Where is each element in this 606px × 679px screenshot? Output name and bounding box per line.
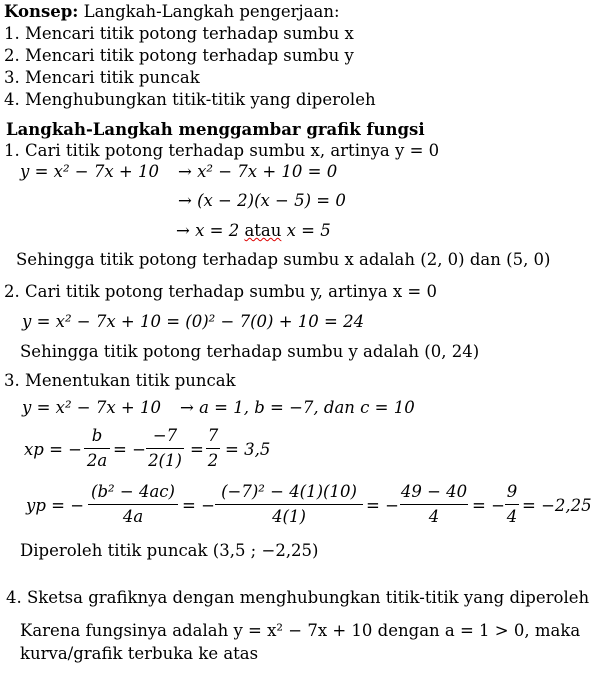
konsep-line [4, 2, 340, 22]
yp-eq4: = − [472, 496, 505, 515]
step4-line2: kurva/grafik terbuka ke atas [20, 644, 259, 663]
xp-fraction-2 [146, 426, 184, 471]
yp-f3-den: 4 [428, 507, 440, 526]
konsep-text: Langkah-Langkah pengerjaan: [78, 2, 340, 21]
yp-f2-den: 4(1) [272, 507, 306, 526]
xp-fraction-3 [206, 426, 220, 471]
yp-label: yp = − [26, 496, 85, 515]
yp-f1-den: 4a [122, 507, 144, 526]
xp-label: xp = − [24, 440, 83, 459]
konsep-item: 3. Mencari titik puncak [4, 68, 200, 87]
step3-conclusion: Diperoleh titik puncak (3,5 ; −2,25) [20, 541, 319, 560]
konsep-label: Konsep: [4, 2, 79, 21]
yp-f1-num: (b² − 4ac) [91, 482, 175, 501]
step1-equation: y = x² − 7x + 10 [20, 162, 159, 181]
step3-title: 3. Menentukan titik puncak [4, 371, 236, 390]
xp-f2-den: 2(1) [148, 451, 182, 470]
yp-fraction-2 [215, 482, 363, 527]
step2-equation: y = x² − 7x + 10 = (0)² − 7(0) + 10 = 24 [22, 312, 365, 331]
yp-result: = −2,25 [522, 496, 592, 515]
step3-coefficients: → a = 1, b = −7, dan c = 10 [180, 398, 415, 417]
xp-f3-num: 7 [207, 426, 219, 445]
step1-eq-r2: → (x − 2)(x − 5) = 0 [178, 191, 346, 210]
yp-f3-num: 49 − 40 [400, 482, 468, 501]
step1-eq-r3 [176, 221, 331, 241]
step1-eq-r3-b: x = 5 [281, 221, 331, 240]
yp-f2-num: (−7)² − 4(1)(10) [221, 482, 357, 501]
yp-eq2: = − [182, 496, 215, 515]
konsep-item: 1. Mencari titik potong terhadap sumbu x [4, 24, 354, 43]
section-heading: Langkah-Langkah menggambar grafik fungsi [6, 120, 425, 139]
xp-result: = 3,5 [225, 440, 271, 459]
xp-f2-num: −7 [152, 426, 178, 445]
step1-eq-r3-a: → x = 2 [176, 221, 245, 240]
yp-eq3: = − [366, 496, 399, 515]
yp-f4-num: 9 [506, 482, 518, 501]
yp-fraction-1 [88, 482, 178, 527]
xp-f1-den: 2a [86, 451, 108, 470]
konsep-item: 2. Mencari titik potong terhadap sumbu y [4, 46, 354, 65]
step1-eq-r1: → x² − 7x + 10 = 0 [178, 162, 338, 181]
xp-fraction-1 [84, 426, 110, 471]
yp-fraction-4 [505, 482, 519, 527]
yp-f4-den: 4 [506, 507, 518, 526]
xp-eq3: = [190, 440, 204, 459]
step4-line1: Karena fungsinya adalah y = x² − 7x + 10 dengan a = 1 > 0, maka [20, 621, 581, 640]
yp-fraction-3 [400, 482, 468, 527]
xp-f1-num: b [91, 426, 103, 445]
step2-title: 2. Cari titik potong terhadap sumbu y, artinya x = 0 [4, 282, 437, 301]
konsep-item: 4. Menghubungkan titik-titik yang diperoleh [4, 90, 376, 109]
step4-title: 4. Sketsa grafiknya dengan menghubungkan titik-titik yang diperoleh [6, 588, 590, 607]
step1-conclusion: Sehingga titik potong terhadap sumbu x adalah (2, 0) dan (5, 0) [16, 250, 551, 269]
atau-word: atau [244, 221, 282, 240]
xp-eq2: = − [113, 440, 146, 459]
step1-title: 1. Cari titik potong terhadap sumbu x, artinya y = 0 [4, 141, 440, 160]
xp-f3-den: 2 [207, 451, 219, 470]
step2-conclusion: Sehingga titik potong terhadap sumbu y adalah (0, 24) [20, 342, 480, 361]
step3-equation: y = x² − 7x + 10 [22, 398, 161, 417]
